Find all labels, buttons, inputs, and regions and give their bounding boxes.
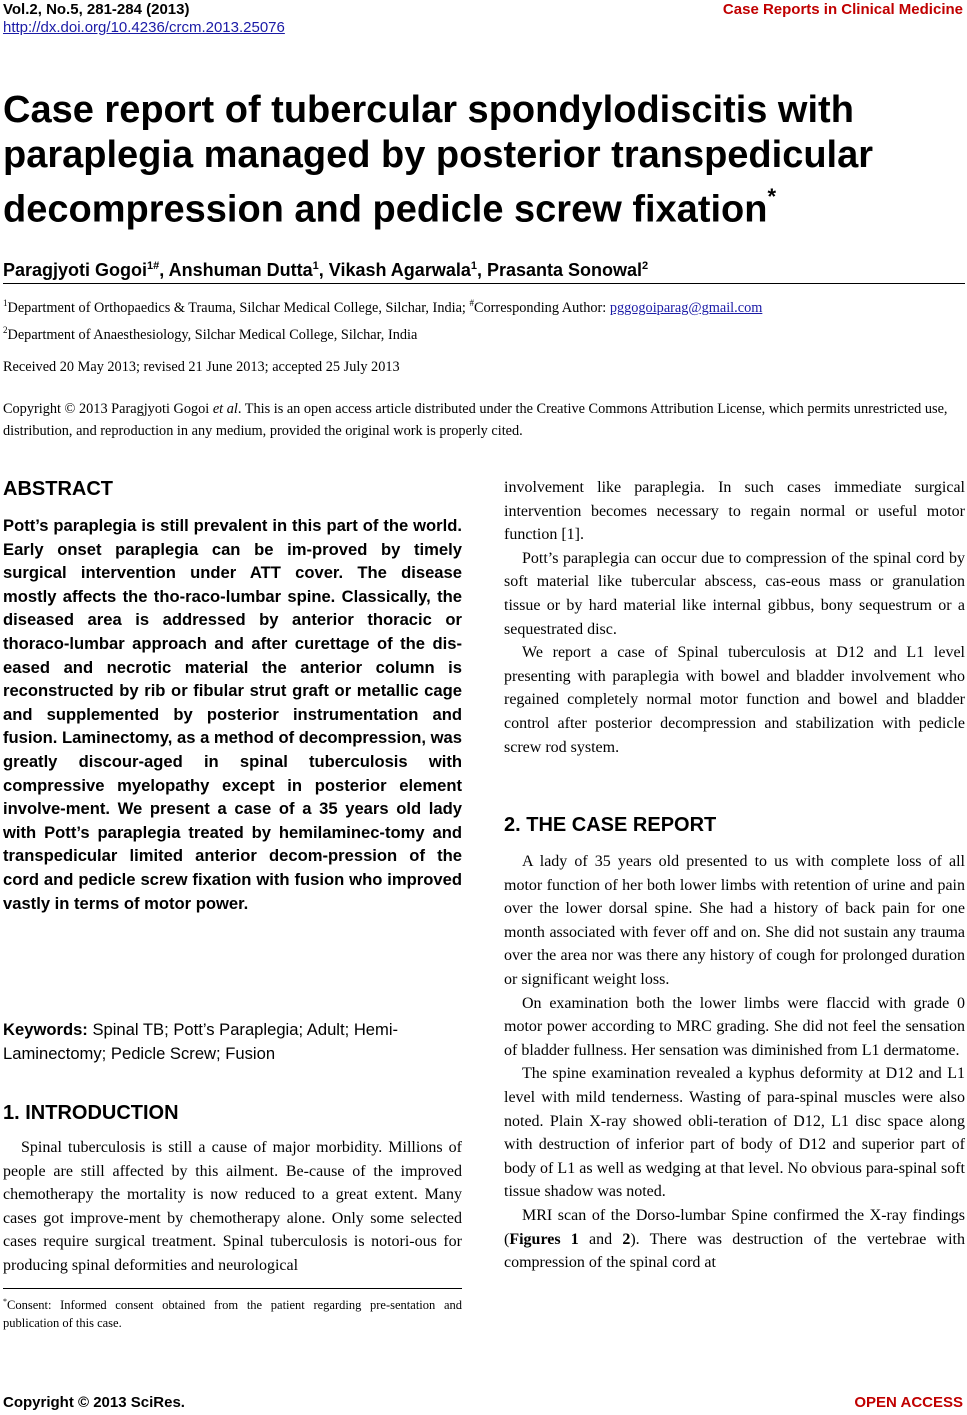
affiliation-2 [3, 319, 965, 346]
introduction-body [3, 1136, 462, 1278]
affiliation-text: Department of Anaesthesiology, Silchar Medical College, Silchar, India [7, 326, 418, 343]
keywords-label: Keywords: [3, 1020, 88, 1039]
paragraph-text: ). There was destruction of the vertebrae with compression of the spinal cord at [504, 1230, 965, 1272]
affiliation-sup: 1 [3, 298, 8, 308]
author-affil-sup: 2 [642, 260, 649, 272]
footer-copyright: Copyright © 2013 SciRes. [3, 1394, 185, 1411]
corresponding-mark: # [469, 298, 474, 308]
paragraph-text: MRI scan of the Dorso-lumbar Spine confirmed the X-ray findings ( [504, 1206, 965, 1248]
received-dates: Received 20 May 2013; revised 21 June 2013; accepted 25 July 2013 [3, 359, 400, 375]
figure-reference-link[interactable]: Figures 1 [509, 1230, 579, 1248]
affiliation-sup: 2 [3, 324, 8, 335]
abstract-heading: ABSTRACT [3, 478, 113, 500]
author-separator: , [159, 260, 169, 280]
author-name: Prasanta Sonowal [486, 260, 643, 280]
paper-title-text: Case report of tubercular spondylodiscitis with paraplegia managed by posterior transpedicular decompression and pedicle screw fixation [3, 89, 874, 231]
author-name: Anshuman Dutta [168, 260, 313, 280]
paragraph [504, 1204, 965, 1275]
title-footnote-mark: * [767, 184, 777, 209]
journal-name: Case Reports in Clinical Medicine [722, 1, 963, 18]
paragraph-text: and [578, 1230, 623, 1248]
author-affil-sup: 1 [470, 260, 477, 272]
figure-reference-link[interactable]: 2 [622, 1230, 631, 1248]
keywords [3, 1018, 462, 1065]
paragraph: On examination both the lower limbs were flaccid with grade 0 motor power according to MRC grading. She did not feel the sensation of bladder fullness. Her sensation was diminished from L1 dermatome. [504, 994, 965, 1059]
copyright-text: . This is an open access article distributed under the Creative Commons Attribution License, which permits unrestricted use, distribution, and reproduction in any medium, provided the original work is properly cited. [3, 401, 948, 439]
author-list [3, 254, 648, 282]
affiliation-text: Department of Orthopaedics & Trauma, Silchar Medical College, Silchar, India; [7, 299, 470, 316]
case-report-heading: 2. THE CASE REPORT [504, 814, 717, 836]
affiliation-1 [3, 292, 965, 319]
introduction-heading: 1. INTRODUCTION [3, 1102, 179, 1124]
author-name: Vikash Agarwala [328, 260, 471, 280]
doi-link[interactable]: http://dx.doi.org/10.4236/crcm.2013.25076 [3, 19, 285, 36]
right-column-top [504, 476, 965, 759]
paragraph: Spinal tuberculosis is still a cause of major morbidity. Millions of people are still affected by this ailment. Be-cause of the improved chemotherapy the mortality is now reduced to a great extent. Many cases got improve-ment by chemotherapy alone. Only some selected cases require surgical treatment. Spinal tuberculosis is notori-ous for producing spinal deformities and neurological [3, 1139, 462, 1274]
footnote-mark: * [3, 1297, 7, 1306]
author-separator: , [476, 260, 487, 280]
copyright-statement [3, 398, 965, 442]
paragraph: involvement like paraplegia. In such cases immediate surgical intervention becomes necessary to regain normal or useful motor function [1]. [504, 479, 965, 544]
author-separator: , [318, 260, 329, 280]
author-affil-sup: 1# [147, 260, 160, 272]
journal-volume-info: Vol.2, No.5, 281-284 (2013) [3, 1, 190, 18]
corresponding-email-link[interactable]: pggogoiparag@gmail.com [609, 299, 763, 316]
author-divider [3, 283, 965, 284]
paragraph: A lady of 35 years old presented to us with complete loss of all motor function of her both lower limbs with retention of urine and pain over the lower dorsal spine. She had a history of back pain for one month associated with fever off and on. She did not sustain any trauma over the area nor was there any history of cough for prolonged duration or significant weight loss. [504, 853, 965, 988]
corresponding-label: Corresponding Author: [473, 299, 610, 316]
footer-open-access: OPEN ACCESS [854, 1394, 963, 1411]
case-report-body [504, 850, 965, 1275]
abstract-text: Pott’s paraplegia is still prevalent in this part of the world. Early onset paraplegia can be im-proved by timely surgical intervention under ATT cover. The disease mostly affects the tho-raco-lumbar spine. Classically, the diseased area is addressed by anterior thoracic or thoraco-lumbar approach and after curettage of the dis-eased and necrotic material the anterior column is reconstructed by rib or fibular strut graft or metallic cage and supplemented by posterior instrumentation and fusion. Laminectomy, as a method of decompression, was greatly discour-aged in spinal tuberculosis with compressive myelopathy except in posterior element involve-ment. We present a case of a 35 years old lady with Pott’s paraplegia treated by hemilaminec-tomy and transpedicular limited anterior decom-pression of the cord and pedicle screw fixation with fusion who improved vastly in terms of motor power. [3, 516, 462, 913]
paragraph: The spine examination revealed a kyphus deformity at D12 and L1 level with mild tenderness. Wasting of para-spinal muscles were also noted. Plain X-ray showed obli-teration of D12, L1 disc space along with destruction of inferior part of body of D12 and superior part of body of L1 as well as wedging at that level. No obvious para-spinal soft tissue shadow was noted. [504, 1065, 965, 1201]
paper-title [3, 88, 943, 233]
paragraph: Pott’s paraplegia can occur due to compression of the spinal cord by soft material like tubercular abscess, cas-eous mass or granulation tissue or by hard material like internal gibbus, bony sequestrum or a sequestrated disc. [504, 549, 965, 638]
keywords-text: Spinal TB; Pott’s Paraplegia; Adult; Hemi-Laminectomy; Pedicle Screw; Fusion [3, 1020, 399, 1063]
footnote [3, 1293, 462, 1332]
affiliations [3, 292, 965, 346]
copyright-etal: et al [212, 401, 238, 417]
author-affil-sup: 1 [312, 260, 319, 272]
footnote-text: Consent: Informed consent obtained from the patient regarding pre-sentation and publication of this case. [3, 1298, 462, 1331]
paragraph: We report a case of Spinal tuberculosis at D12 and L1 level presenting with paraplegia with bowel and bladder involvement who regained completely normal motor function and bowel and bladder control after posterior decompression and stabilization with pedicle screw rod system. [504, 644, 965, 756]
author-name: Paragjyoti Gogoi [3, 260, 148, 280]
copyright-text: Copyright © 2013 Paragjyoti Gogoi [3, 401, 213, 417]
footnote-divider [3, 1288, 462, 1289]
